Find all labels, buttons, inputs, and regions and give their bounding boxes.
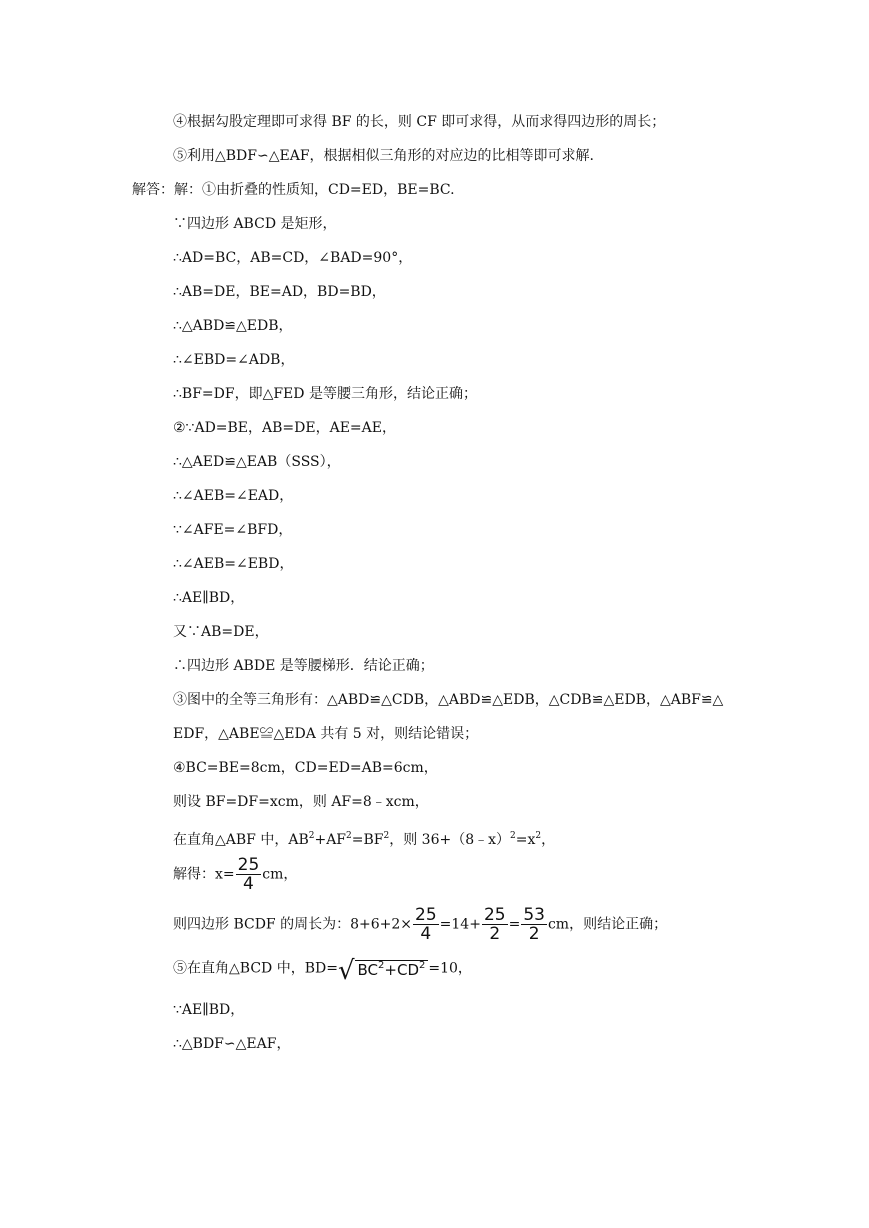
- text-line: ∴AB=DE，BE=AD，BD=BD，: [173, 284, 386, 300]
- text-line: ∴AE∥BD，: [173, 590, 245, 606]
- text-line: ∴∠AEB=∠EAD，: [173, 488, 294, 504]
- text-line: ∴△BDF∽△EAF，: [173, 1036, 291, 1052]
- text-line: ∵AE∥BD，: [173, 1002, 245, 1018]
- text-line: ④BC=BE=8cm，CD=ED=AB=6cm，: [173, 760, 438, 776]
- text-line: ∴∠EBD=∠ADB，: [173, 352, 295, 368]
- text-line: EDF，△ABE≌△EDA 共有 5 对，则结论错误；: [173, 726, 479, 742]
- bd-length-line: ⑤在直角△BCD 中，BD=√ $BC^2+CD^2 =10$，: [173, 956, 472, 986]
- fraction: $\frac{25}{4}$: [237, 855, 260, 894]
- answer-heading-line: 解答：解：①由折叠的性质知，CD=ED，BE=BC.: [132, 182, 455, 198]
- radical-sign-icon: √: [337, 956, 355, 986]
- text-line: ④根据勾股定理即可求得 BF 的长，则 CF 即可求得，从而求得四边形的周长；: [173, 114, 666, 130]
- text-line: ∵∠AFE=∠BFD，: [173, 522, 293, 538]
- text-line: ∴∠AEB=∠EBD，: [173, 556, 294, 572]
- text-line: ②∵AD=BE，AB=DE，AE=AE，: [173, 420, 396, 436]
- pythagoras-equation-line: 在直角△ABF 中，$AB^2+AF^2=BF^2$，则 $36+(8﹣x)^2=x^2$，: [173, 831, 556, 848]
- fraction: $\frac{25}{2}$: [483, 905, 506, 944]
- square-root: √ $BC^2+CD^2$: [338, 956, 428, 981]
- text-line: ③图中的全等三角形有：△ABD≌△CDB，△ABD≌△EDB，△CDB≌△EDB，△ABF≌△: [173, 692, 724, 708]
- text-line: ∵四边形 ABCD 是矩形，: [173, 216, 337, 232]
- text-line: 又∵AB=DE，: [173, 624, 269, 640]
- text-line: 则设 BF=DF=xcm，则 AF=8﹣xcm，: [173, 794, 429, 810]
- perimeter-line: 则四边形 BCDF 的周长为：8+6+2× $\frac{25}{4}$ =14+ $\frac{25}{2}$ = $\frac{53}{2}$ cm，则结论正确；: [173, 905, 668, 944]
- text-line: ∴△AED≌△EAB（SSS），: [173, 454, 341, 470]
- text-line: ⑤利用△BDF∽△EAF，根据相似三角形的对应边的比相等即可求解.: [173, 148, 594, 164]
- text-line: ∴AD=BC，AB=CD，∠BAD=90°，: [173, 250, 413, 266]
- fraction: $\frac{53}{2}$: [523, 905, 545, 944]
- text-line: ∴四边形 ABDE 是等腰梯形．结论正确；: [173, 658, 434, 674]
- solution-line: 解得：x= $\frac{25}{4}$ cm，: [173, 855, 298, 894]
- text-line: ∴BF=DF，即△FED 是等腰三角形，结论正确；: [173, 386, 477, 402]
- fraction: $\frac{25}{4}$: [415, 905, 437, 944]
- text-line: ∴△ABD≌△EDB，: [173, 318, 293, 334]
